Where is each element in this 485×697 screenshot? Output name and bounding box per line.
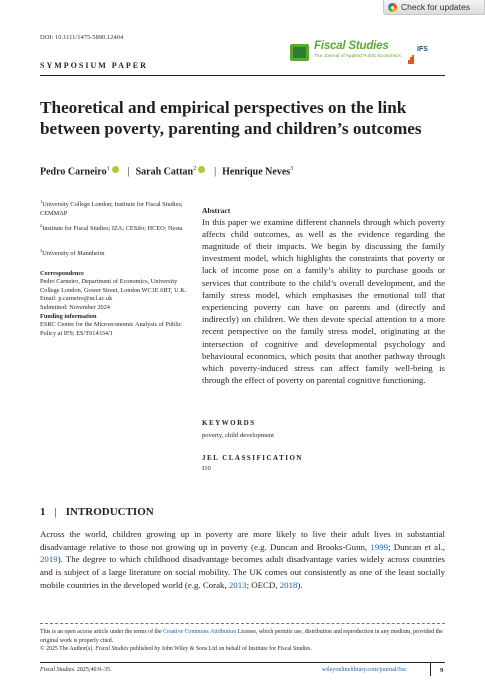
funding: [40, 313, 192, 338]
author-name[interactable]: Henrique Neves: [222, 166, 291, 178]
correspondence-heading: Correspondence: [40, 270, 84, 277]
intro-paragraph: Across the world, children growing up in poverty are more likely to live their adult lives in substantial disadvantage relative to those not growing up in poverty (e.g. Duncan and Brooks-Gunn, 1999; Duncan et al., 2019). The degree to which childhood disadvantage becomes adult disadvantage varies widely across countries and is subject of a large literature on social mobility. The UK comes out consistently as one of the least socially mobile countries in the developed world (e.g. Corak, 2013; OECD, 2018).: [40, 529, 445, 590]
journal-citation: Fiscal Studies. 2025;46:9–35.: [40, 667, 112, 673]
correspondence: [40, 270, 192, 304]
citation-link[interactable]: 2018: [279, 579, 298, 590]
footer-rule: [40, 662, 445, 663]
citation-link[interactable]: 1999: [370, 541, 389, 552]
orcid-icon[interactable]: [112, 166, 119, 173]
author-separator: |: [214, 166, 217, 178]
abstract-text: In this paper we examine different channels through which poverty affects child outcomes, as well as the evidence regarding the magnitude of their impacts. We begin by discussing the family investment model, which highlights the constraints that poverty or lack of income pose on a family’s ability to purchase goods or services that contribute to the child’s overall development, and the family stress model, which emphasises the emotional toll that experiencing poverty can have on parents and (directly and indirectly) on children. We then devote special attention to a more recent perspective on the family stress model, originating at the intersection of cognitive and developmental psychology and behavioural economics, which posits that another pathway through which poverty-induced stress can affect family well-being is through the effect of poverty on parental cognitive functioning.: [202, 216, 445, 386]
author-aff: 2: [193, 166, 197, 172]
logo-title: Fiscal Studies: [314, 40, 389, 52]
citation-link[interactable]: 2019: [40, 554, 58, 565]
orcid-icon[interactable]: [198, 166, 205, 173]
keywords-heading: KEYWORDS: [202, 419, 256, 427]
section-heading: [40, 506, 154, 518]
affiliation: $^2$Institute for Fiscal Studies; IZA; CESifo; HCEO; Nesta: [40, 223, 183, 233]
correspondence-address: Pedro Carneiro, Department of Economics, University College London, Gower Street, London WC1E 6BT, U.K.: [40, 278, 187, 294]
jel-text: I10: [202, 465, 211, 472]
logo-subtitle: The Journal of Applied Public Economics: [314, 54, 401, 59]
logo-org: IFS: [417, 46, 428, 53]
crossmark-icon: [388, 3, 397, 12]
affiliation: $^1$University College London; Institute for Fiscal Studies; CEMMAP: [40, 199, 183, 217]
submitted-date: Submitted: November 2024: [40, 304, 110, 311]
funding-heading: Funding information: [40, 313, 97, 320]
abstract-heading: Abstract: [202, 206, 231, 215]
author-aff: 3: [290, 166, 294, 172]
author-list: [40, 166, 293, 177]
author-separator: |: [127, 166, 130, 178]
page-number-separator: [430, 663, 431, 676]
journal-site-link[interactable]: wileyonlinelibrary.com/journal/fisc: [322, 667, 407, 673]
author-name[interactable]: Pedro Carneiro: [40, 166, 107, 178]
section-number: 1: [40, 506, 46, 518]
doi[interactable]: DOI: 10.1111/1475-5890.12404: [40, 34, 124, 41]
check-for-updates-button[interactable]: [383, 0, 485, 15]
author-aff: 1: [106, 166, 110, 172]
journal-badge-icon: [290, 44, 309, 61]
correspondence-email[interactable]: Email: p.carneiro@ucl.ac.uk: [40, 295, 113, 303]
section-separator: |: [54, 506, 57, 518]
license-line: This is an open access article under the terms of the Creative Commons Attribution License, which permits use, distribution and reproduction in any medium, provided the original work is properly cited.: [40, 629, 443, 644]
page-number: 9: [440, 667, 444, 674]
journal-logo: [284, 39, 444, 67]
check-for-updates-label: Check for updates: [401, 2, 470, 12]
license-footnote: [40, 628, 445, 654]
affiliation: $^3$University of Mannheim: [40, 248, 105, 258]
funding-text: ESRC Centre for the Microeconomic Analysis of Public Policy at IFS; ES/T014334/1: [40, 321, 182, 337]
license-link[interactable]: Creative Commons Attribution: [163, 629, 237, 635]
article-title: Theoretical and empirical perspectives on the link between poverty, parenting and children’s outcomes: [40, 98, 422, 138]
article-type: SYMPOSIUM PAPER: [40, 61, 148, 70]
keywords-text: poverty, child development: [202, 432, 274, 439]
footnote-rule: [40, 623, 445, 624]
jel-heading: JEL CLASSIFICATION: [202, 454, 303, 462]
ifs-logo-icon: [408, 46, 415, 55]
section-title: INTRODUCTION: [65, 506, 154, 518]
copyright-line: © 2025 The Author(s). Fiscal Studies published by John Wiley & Sons Ltd on behalf of Institute for Fiscal Studies.: [40, 646, 312, 652]
citation-link[interactable]: 2013: [228, 579, 247, 590]
author-name[interactable]: Sarah Cattan: [135, 166, 194, 178]
header-rule: [40, 75, 445, 76]
